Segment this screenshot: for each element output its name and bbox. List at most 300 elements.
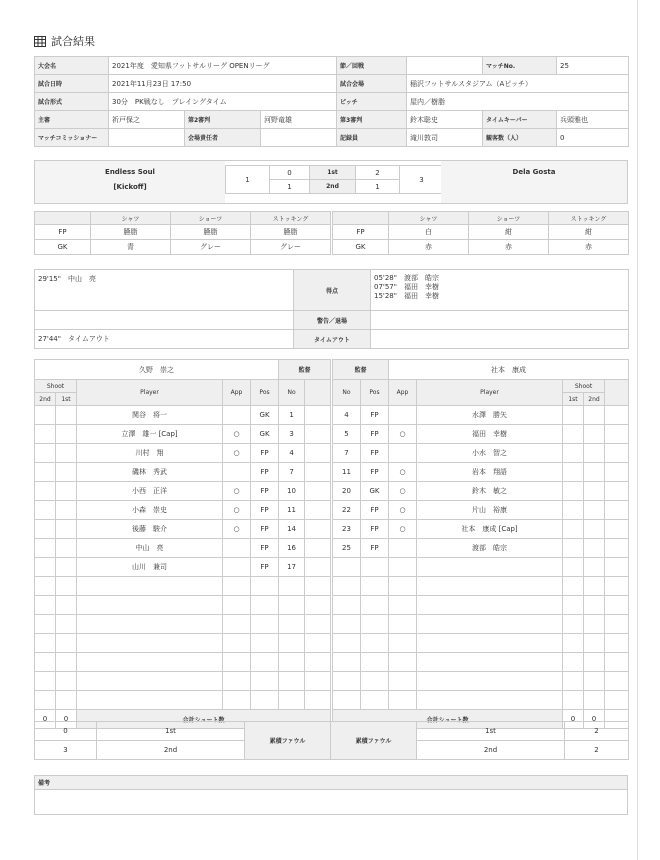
- away-shoot-2nd: [584, 444, 605, 463]
- table-icon: [34, 36, 46, 47]
- away-total-shots-2nd: 0: [584, 710, 605, 729]
- away-player-app: [389, 691, 417, 710]
- home-shoot-2nd: [35, 520, 56, 539]
- away-shoot-2nd: [584, 501, 605, 520]
- home-player-name: [77, 634, 223, 653]
- home-foul-2nd-label: 2nd: [97, 741, 245, 760]
- home-shoot-1st: [56, 539, 77, 558]
- away-foul-2nd: 2: [565, 741, 629, 760]
- score-panel: [34, 160, 628, 204]
- away-player-row: [333, 482, 629, 501]
- away-player-no: 5: [333, 425, 361, 444]
- home-player-pos: FP: [251, 463, 279, 482]
- home-player-row: [35, 520, 331, 539]
- home-player-name: 山川 兼司: [77, 558, 223, 577]
- home-foul-1st: 0: [35, 722, 97, 741]
- home-player-no: [279, 615, 305, 634]
- referee-label: 主審: [35, 111, 109, 129]
- home-shoot-1st: [56, 406, 77, 425]
- away-shoot-header: Shoot: [563, 380, 605, 393]
- home-player-pos: FP: [251, 539, 279, 558]
- home-socks-header: ストッキング: [251, 212, 331, 225]
- away-shoot-2nd: [584, 577, 605, 596]
- away-player-pos: FP: [361, 463, 389, 482]
- home-shoot-1st: [56, 425, 77, 444]
- home-shoot-1st: [56, 444, 77, 463]
- home-player-name: 小西 正洋: [77, 482, 223, 501]
- home-player-no: [279, 672, 305, 691]
- away-player-pos: [361, 634, 389, 653]
- away-player-pos: FP: [361, 520, 389, 539]
- home-player-pos: [251, 577, 279, 596]
- away-player-app: [389, 539, 417, 558]
- away-row-spacer: [605, 406, 629, 425]
- away-shoot-1st: [563, 691, 584, 710]
- home-total-shots-2nd: 0: [35, 710, 56, 729]
- away-player-row: [333, 577, 629, 596]
- home-player-pos: FP: [251, 520, 279, 539]
- away-player-no: [333, 634, 361, 653]
- away-player-pos: FP: [361, 425, 389, 444]
- home-player-pos: [251, 653, 279, 672]
- home-foul-1st-label: 1st: [97, 722, 245, 741]
- venue-value: 稲沢フットサルスタジアム（Aピッチ）: [407, 75, 629, 93]
- home-player-app: [223, 558, 251, 577]
- home-shoot-2nd: [35, 463, 56, 482]
- away-row-spacer: [605, 615, 629, 634]
- away-row-spacer: [605, 539, 629, 558]
- home-player-row: [35, 691, 331, 710]
- away-player-app: ○: [389, 501, 417, 520]
- away-row-spacer: [605, 444, 629, 463]
- away-player-row: [333, 501, 629, 520]
- remarks-table: [34, 775, 628, 815]
- away-player-app: [389, 653, 417, 672]
- home-player-row: [35, 577, 331, 596]
- away-player-pos: FP: [361, 539, 389, 558]
- home-shoot-2nd: [35, 634, 56, 653]
- timekeeper-value: 兵頭雅也: [557, 111, 629, 129]
- home-fp-label: FP: [35, 225, 91, 240]
- away-shoot-1st: [563, 596, 584, 615]
- home-player-name: 中山 亮: [77, 539, 223, 558]
- spectators-label: 観客数（人）: [483, 129, 557, 147]
- home-total-shots-label: 合計シュート数: [77, 710, 331, 729]
- away-player-app: [389, 672, 417, 691]
- officer-label: 会場責任者: [185, 129, 261, 147]
- home-row-spacer: [305, 501, 331, 520]
- away-shoot-2nd: [584, 463, 605, 482]
- away-row-spacer: [605, 463, 629, 482]
- home-player-row: [35, 425, 331, 444]
- commissioner-value: [109, 129, 185, 147]
- home-shoot-2nd: [35, 596, 56, 615]
- away-pos-header: Pos: [361, 380, 389, 406]
- away-shoot-1st: [563, 634, 584, 653]
- away-player-no: 11: [333, 463, 361, 482]
- away-player-row: [333, 539, 629, 558]
- away-player-app: [389, 444, 417, 463]
- away-timeout: [371, 330, 629, 349]
- home-shoot-2nd-header: 2nd: [35, 393, 56, 406]
- away-foul-2nd-label: 2nd: [417, 741, 565, 760]
- away-player-pos: GK: [361, 482, 389, 501]
- away-shoot-1st: [563, 482, 584, 501]
- home-player-row: [35, 615, 331, 634]
- home-shoot-1st: [56, 691, 77, 710]
- home-shoot-2nd: [35, 615, 56, 634]
- home-player-name: 後藤 駿介: [77, 520, 223, 539]
- referee-value: 祈戸保之: [109, 111, 185, 129]
- away-shoot-2nd: [584, 691, 605, 710]
- away-shoot-1st: [563, 653, 584, 672]
- away-player-no: 7: [333, 444, 361, 463]
- away-player-name: 鈴木 敏之: [417, 482, 563, 501]
- home-shoot-1st: [56, 520, 77, 539]
- away-player-row: [333, 520, 629, 539]
- home-shoot-1st: [56, 577, 77, 596]
- home-player-pos: FP: [251, 482, 279, 501]
- away-1st-score: 2: [356, 166, 400, 180]
- away-player-pos: [361, 691, 389, 710]
- home-player-name: [77, 653, 223, 672]
- home-player-name: 小森 崇史: [77, 501, 223, 520]
- away-player-app: [389, 558, 417, 577]
- home-gk-socks: グレー: [251, 240, 331, 255]
- away-shoot-1st: [563, 615, 584, 634]
- away-player-name: [417, 558, 563, 577]
- away-player-no: 4: [333, 406, 361, 425]
- format-label: 試合形式: [35, 93, 109, 111]
- home-player-pos: [251, 634, 279, 653]
- away-shoot-1st: [563, 463, 584, 482]
- home-player-app: [223, 596, 251, 615]
- home-fp-shorts: 臙脂: [171, 225, 251, 240]
- away-gk-socks: 赤: [549, 240, 629, 255]
- home-timeout: 27'44" タイムアウト: [35, 330, 294, 349]
- away-goal-item: 07'57" 福田 幸樹: [374, 283, 439, 291]
- away-player-pos: [361, 672, 389, 691]
- away-shoot-1st: [563, 444, 584, 463]
- away-shoot-1st: [563, 577, 584, 596]
- home-shoot-2nd: [35, 444, 56, 463]
- home-player-row: [35, 596, 331, 615]
- home-player-app: ○: [223, 520, 251, 539]
- home-player-no: 14: [279, 520, 305, 539]
- away-total-score: 3: [400, 166, 444, 194]
- home-player-pos: [251, 691, 279, 710]
- home-2nd-score: 1: [270, 180, 310, 194]
- home-foul-2nd: 3: [35, 741, 97, 760]
- away-no-header: No: [333, 380, 361, 406]
- home-player-no: 17: [279, 558, 305, 577]
- home-row-spacer: [305, 520, 331, 539]
- tournament-value: 2021年度 愛知県フットサルリーグ OPENリーグ: [109, 57, 337, 75]
- home-row-spacer: [305, 672, 331, 691]
- home-player-app: [223, 406, 251, 425]
- away-shoot-2nd: [584, 558, 605, 577]
- away-shoot-2nd: [584, 539, 605, 558]
- home-player-pos: FP: [251, 501, 279, 520]
- home-team-name: Endless Soul: [105, 168, 155, 176]
- away-player-name: [417, 672, 563, 691]
- home-player-row: [35, 539, 331, 558]
- home-shoot-1st-header: 1st: [56, 393, 77, 406]
- format-value: 30分 PK戦なし プレイングタイム: [109, 93, 337, 111]
- home-player-app: [223, 615, 251, 634]
- away-shorts-header: ショーツ: [469, 212, 549, 225]
- away-row-spacer: [605, 691, 629, 710]
- home-uniform-table: [34, 211, 331, 255]
- home-player-app: ○: [223, 501, 251, 520]
- away-player-app: ○: [389, 463, 417, 482]
- away-player-no: [333, 615, 361, 634]
- home-cautions: [35, 311, 294, 330]
- home-shoot-1st: [56, 501, 77, 520]
- home-player-no: 10: [279, 482, 305, 501]
- home-team-box: [35, 161, 225, 203]
- away-fp-shirt: 白: [389, 225, 469, 240]
- home-player-row: [35, 406, 331, 425]
- away-coach-label: 監督: [333, 360, 389, 380]
- away-shoot-1st-header: 1st: [563, 393, 584, 406]
- home-shoot-2nd: [35, 501, 56, 520]
- away-shirt-header: シャツ: [389, 212, 469, 225]
- home-player-no: 7: [279, 463, 305, 482]
- home-player-no: [279, 653, 305, 672]
- home-player-no: 4: [279, 444, 305, 463]
- home-player-pos: FP: [251, 558, 279, 577]
- home-row-spacer: [305, 691, 331, 710]
- home-shoot-2nd: [35, 577, 56, 596]
- away-foul-1st: 2: [565, 722, 629, 741]
- officer-value: [261, 129, 337, 147]
- home-player-pos: [251, 615, 279, 634]
- away-player-app: [389, 577, 417, 596]
- away-player-no: [333, 596, 361, 615]
- home-player-row: [35, 634, 331, 653]
- away-shoot-2nd: [584, 596, 605, 615]
- home-player-pos: GK: [251, 406, 279, 425]
- home-shoot-2nd: [35, 539, 56, 558]
- away-shoot-2nd: [584, 520, 605, 539]
- home-coach-name: 久野 崇之: [35, 360, 279, 380]
- home-player-no: [279, 596, 305, 615]
- home-player-name: [77, 615, 223, 634]
- spectators-value: 0: [557, 129, 629, 147]
- away-row-spacer: [605, 520, 629, 539]
- away-total-shots-1st: 0: [563, 710, 584, 729]
- home-player-app: [223, 577, 251, 596]
- home-total-score: 1: [226, 166, 270, 194]
- home-player-pos: [251, 672, 279, 691]
- home-player-row: [35, 558, 331, 577]
- away-cautions: [371, 311, 629, 330]
- away-shoot-2nd: [584, 425, 605, 444]
- away-player-app: [389, 406, 417, 425]
- pitch-label: ピッチ: [337, 93, 407, 111]
- home-shoot-1st: [56, 672, 77, 691]
- away-player-pos: [361, 615, 389, 634]
- home-row-spacer: [305, 406, 331, 425]
- away-player-app: ○: [389, 425, 417, 444]
- away-shoot-2nd: [584, 482, 605, 501]
- away-fp-socks: 紺: [549, 225, 629, 240]
- away-socks-header: ストッキング: [549, 212, 629, 225]
- home-goals: 29'15" 中山 亮: [35, 270, 294, 311]
- first-half-label: 1st: [310, 166, 356, 180]
- home-player-name: [77, 596, 223, 615]
- home-row-spacer: [305, 615, 331, 634]
- away-player-pos: FP: [361, 444, 389, 463]
- match-no-label: マッチNo.: [483, 57, 557, 75]
- away-shoot-1st: [563, 558, 584, 577]
- home-roster-table: [34, 359, 331, 729]
- away-row-spacer: [605, 501, 629, 520]
- away-player-name: [417, 634, 563, 653]
- second-ref-value: 河野竜雄: [261, 111, 337, 129]
- home-gk-shorts: グレー: [171, 240, 251, 255]
- home-fp-shirt: 臙脂: [91, 225, 171, 240]
- home-shoot-2nd: [35, 406, 56, 425]
- home-row-spacer: [305, 558, 331, 577]
- home-row-spacer: [305, 444, 331, 463]
- away-row-spacer: [605, 577, 629, 596]
- away-total-shots-label: 合計シュート数: [333, 710, 563, 729]
- section-value: [407, 57, 483, 75]
- away-player-name: 岩本 翔語: [417, 463, 563, 482]
- tournament-label: 大会名: [35, 57, 109, 75]
- away-fouls-label: 累積ファウル: [331, 722, 417, 760]
- away-player-no: 22: [333, 501, 361, 520]
- recorder-value: 滝川敦司: [407, 129, 483, 147]
- home-player-header: Player: [77, 380, 223, 406]
- home-player-no: 11: [279, 501, 305, 520]
- home-player-name: 立澤 雄一 [Cap]: [77, 425, 223, 444]
- timeout-label: タイムアウト: [294, 330, 371, 349]
- away-player-name: [417, 577, 563, 596]
- away-player-row: [333, 406, 629, 425]
- home-player-pos: GK: [251, 425, 279, 444]
- away-goals: [371, 270, 629, 311]
- away-coach-name: 社本 康成: [389, 360, 629, 380]
- away-player-app: ○: [389, 482, 417, 501]
- away-player-no: 20: [333, 482, 361, 501]
- away-player-name: [417, 691, 563, 710]
- home-shoot-1st: [56, 482, 77, 501]
- home-kickoff-note: [Kickoff]: [113, 183, 147, 191]
- home-player-app: [223, 539, 251, 558]
- home-app-header: App: [223, 380, 251, 406]
- datetime-label: 試合日時: [35, 75, 109, 93]
- match-no-value: 25: [557, 57, 629, 75]
- home-gk-shirt: 青: [91, 240, 171, 255]
- home-row-spacer: [305, 653, 331, 672]
- away-player-name: 片山 裕康: [417, 501, 563, 520]
- third-ref-label: 第3審判: [337, 111, 407, 129]
- away-player-pos: [361, 596, 389, 615]
- away-player-row: [333, 444, 629, 463]
- away-player-name: [417, 653, 563, 672]
- commissioner-label: マッチコミッショナー: [35, 129, 109, 147]
- home-pos-header: Pos: [251, 380, 279, 406]
- home-player-app: ○: [223, 444, 251, 463]
- away-shoot-2nd: [584, 634, 605, 653]
- home-gk-label: GK: [35, 240, 91, 255]
- home-player-name: [77, 577, 223, 596]
- away-player-row: [333, 596, 629, 615]
- home-row-spacer: [305, 596, 331, 615]
- home-row-spacer: [305, 482, 331, 501]
- away-player-pos: FP: [361, 406, 389, 425]
- away-goal-item: 15'28" 福田 幸樹: [374, 292, 439, 300]
- away-row-spacer: [605, 672, 629, 691]
- away-shoot-1st: [563, 520, 584, 539]
- home-player-row: [35, 444, 331, 463]
- home-shoot-2nd: [35, 482, 56, 501]
- away-row-spacer: [605, 425, 629, 444]
- away-row-spacer: [605, 558, 629, 577]
- away-player-row: [333, 691, 629, 710]
- away-player-no: [333, 672, 361, 691]
- caution-label: 警告／退場: [294, 311, 371, 330]
- away-row-spacer: [605, 634, 629, 653]
- home-shoot-2nd: [35, 691, 56, 710]
- home-shoot-header: Shoot: [35, 380, 77, 393]
- away-player-row: [333, 558, 629, 577]
- away-player-pos: [361, 558, 389, 577]
- home-shoot-1st: [56, 463, 77, 482]
- remarks-label: 備考: [35, 776, 628, 790]
- away-player-name: 水澤 勝矢: [417, 406, 563, 425]
- match-info-table: [34, 56, 629, 147]
- away-player-no: [333, 691, 361, 710]
- home-total-shots-1st: 0: [56, 710, 77, 729]
- home-row-spacer: [305, 425, 331, 444]
- home-row-spacer: [305, 463, 331, 482]
- away-player-row: [333, 425, 629, 444]
- away-app-header: App: [389, 380, 417, 406]
- away-player-name: [417, 615, 563, 634]
- home-shoot-2nd: [35, 672, 56, 691]
- away-player-app: ○: [389, 520, 417, 539]
- home-player-row: [35, 482, 331, 501]
- home-player-name: [77, 691, 223, 710]
- away-row-spacer: [605, 653, 629, 672]
- away-team-name: Dela Gosta: [512, 168, 556, 176]
- away-gk-label: GK: [333, 240, 389, 255]
- home-player-row: [35, 653, 331, 672]
- away-player-row: [333, 672, 629, 691]
- third-ref-value: 鈴木聡史: [407, 111, 483, 129]
- away-player-no: 23: [333, 520, 361, 539]
- away-foul-1st-label: 1st: [417, 722, 565, 741]
- away-player-name: 社本 康成 [Cap]: [417, 520, 563, 539]
- home-player-app: [223, 672, 251, 691]
- home-shoot-1st: [56, 558, 77, 577]
- datetime-value: 2021年11月23日 17:50: [109, 75, 337, 93]
- home-player-pos: [251, 596, 279, 615]
- away-uniform-table: [332, 211, 629, 255]
- away-shoot-1st: [563, 425, 584, 444]
- away-player-no: [333, 653, 361, 672]
- home-shoot-2nd: [35, 558, 56, 577]
- home-coach-label: 監督: [279, 360, 331, 380]
- home-player-name: 磯林 秀武: [77, 463, 223, 482]
- second-ref-label: 第2審判: [185, 111, 261, 129]
- away-player-no: 25: [333, 539, 361, 558]
- home-player-app: [223, 653, 251, 672]
